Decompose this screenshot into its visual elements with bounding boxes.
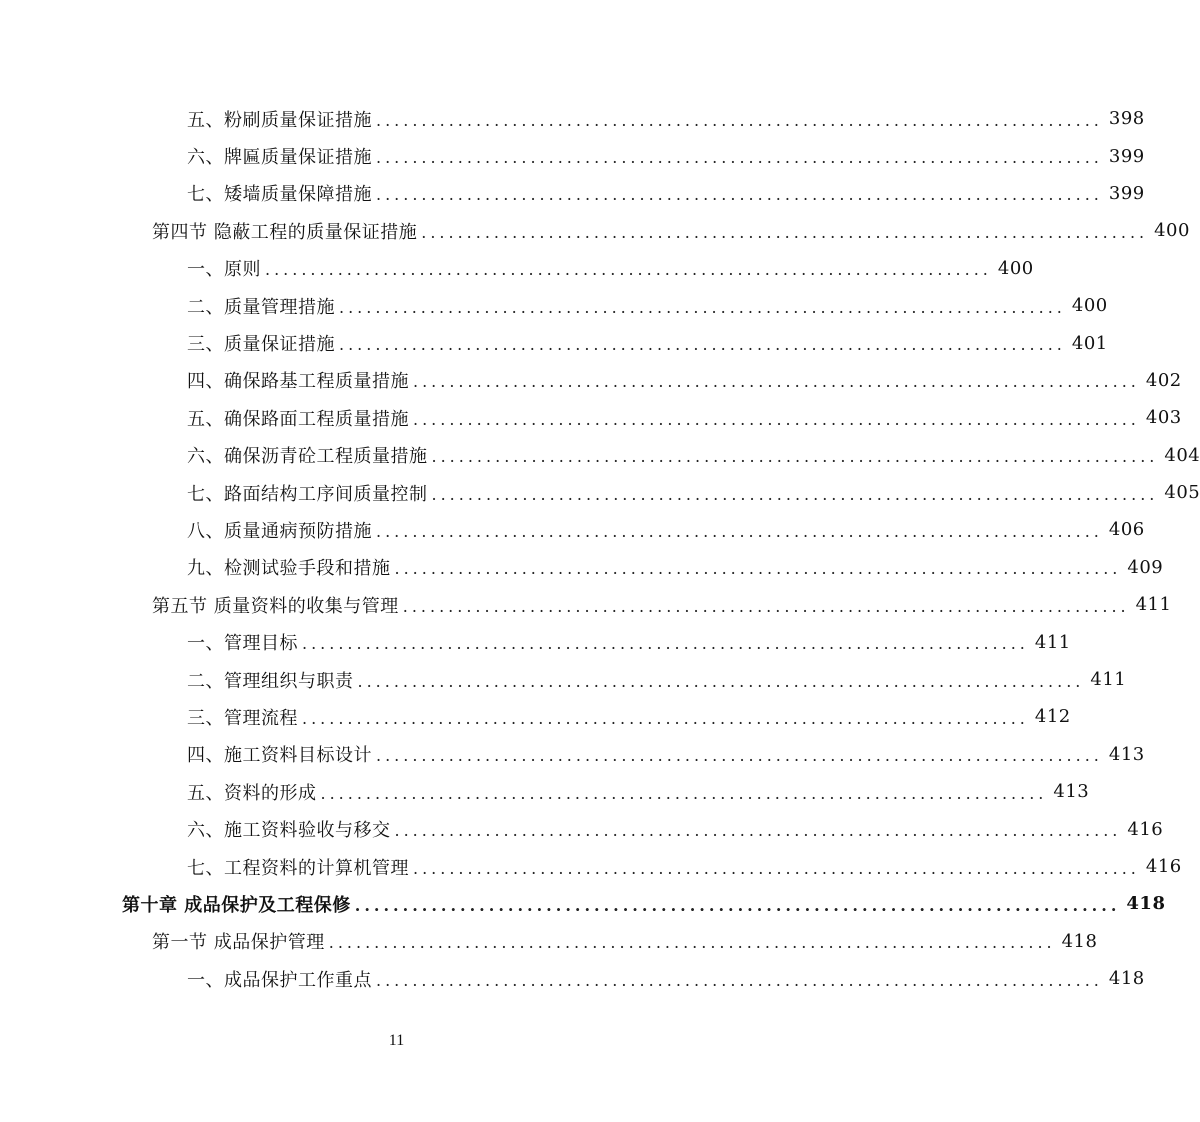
toc-section-entry[interactable] — [0, 212, 1190, 249]
toc-item-entry[interactable] — [0, 287, 1108, 324]
toc-entry-page: 416 — [1145, 856, 1182, 877]
toc-item-entry[interactable] — [0, 474, 1200, 511]
toc-entry-page: 399 — [1108, 182, 1145, 204]
toc-entry-title: 六、牌匾质量保证措施 — [187, 143, 376, 169]
toc-section-entry[interactable] — [0, 586, 1172, 623]
toc-entry-page: 413 — [1108, 743, 1145, 765]
toc-entry-page: 403 — [1145, 407, 1182, 429]
toc-leader-dots: ................................................................................ — [265, 260, 992, 280]
toc-item-entry[interactable] — [0, 137, 1145, 174]
toc-item-entry[interactable] — [0, 623, 1071, 660]
toc-leader-dots: ................................................................................ — [376, 521, 1103, 541]
toc-entry-page: 401 — [1071, 332, 1108, 354]
toc-leader-dots: ................................................................................ — [376, 746, 1103, 766]
toc-entry-title: 七、工程资料的计算机管理 — [187, 854, 413, 880]
toc-entry-title: 六、确保沥青砼工程质量措施 — [187, 442, 432, 468]
toc-entry-title: 三、管理流程 — [187, 704, 302, 730]
toc-item-entry[interactable] — [0, 549, 1164, 586]
toc-entry-title: 第四节 隐蔽工程的质量保证措施 — [152, 218, 421, 244]
toc-entry-title: 八、质量通病预防措施 — [187, 517, 376, 543]
toc-leader-dots: ................................................................................ — [394, 559, 1122, 579]
toc-leader-dots: ................................................................................ — [339, 297, 1066, 317]
toc-entry-page: 400 — [997, 257, 1034, 279]
toc-entry-page: 405 — [1164, 482, 1200, 504]
toc-entry-title: 四、确保路基工程质量措施 — [187, 367, 413, 393]
toc-chapter-entry[interactable] — [0, 885, 1166, 922]
toc-leader-dots: ................................................................................ — [413, 858, 1140, 878]
toc-item-entry[interactable] — [0, 362, 1182, 399]
toc-item-entry[interactable] — [0, 511, 1145, 548]
toc-leader-dots: ................................................................................ — [357, 671, 1085, 691]
toc-item-entry[interactable] — [0, 736, 1145, 773]
toc-entry-title: 五、资料的形成 — [187, 779, 321, 805]
toc-entry-title: 一、原则 — [187, 255, 265, 281]
toc-leader-dots: ................................................................................ — [328, 933, 1056, 953]
toc-item-entry[interactable] — [0, 848, 1182, 885]
toc-leader-dots: ................................................................................ — [354, 895, 1121, 915]
toc-entry-page: 399 — [1108, 145, 1145, 167]
toc-item-entry[interactable] — [0, 324, 1108, 361]
toc-item-entry[interactable] — [0, 960, 1145, 997]
toc-entry-title: 七、矮墙质量保障措施 — [187, 180, 376, 206]
toc-leader-dots: ................................................................................ — [302, 708, 1029, 728]
toc-entry-page: 413 — [1053, 781, 1090, 803]
toc-item-entry[interactable] — [0, 175, 1145, 212]
toc-item-entry[interactable] — [0, 250, 1034, 287]
toc-leader-dots: ................................................................................ — [320, 783, 1048, 803]
toc-leader-dots: ................................................................................ — [402, 596, 1130, 616]
toc-leader-dots: ................................................................................ — [376, 148, 1103, 168]
toc-entry-page: 418 — [1126, 893, 1166, 915]
toc-entry-title: 一、成品保护工作重点 — [187, 966, 376, 992]
table-of-contents — [0, 100, 1200, 997]
toc-entry-page: 418 — [1061, 930, 1098, 952]
toc-item-entry[interactable] — [0, 661, 1127, 698]
toc-entry-title: 三、质量保证措施 — [187, 330, 339, 356]
toc-entry-page: 402 — [1145, 369, 1182, 391]
toc-leader-dots: ................................................................................ — [376, 970, 1103, 990]
toc-leader-dots: ................................................................................ — [431, 484, 1159, 504]
toc-entry-page: 412 — [1034, 706, 1071, 728]
toc-entry-page: 406 — [1108, 519, 1145, 541]
toc-leader-dots: ................................................................................ — [339, 335, 1066, 355]
toc-leader-dots: ................................................................................ — [376, 110, 1103, 130]
toc-entry-title: 七、路面结构工序间质量控制 — [187, 480, 432, 506]
toc-item-entry[interactable] — [0, 100, 1145, 137]
toc-entry-title: 九、检测试验手段和措施 — [187, 554, 395, 580]
toc-leader-dots: ................................................................................ — [413, 372, 1140, 392]
toc-entry-title: 五、粉刷质量保证措施 — [187, 106, 376, 132]
toc-entry-page: 411 — [1034, 631, 1071, 653]
toc-entry-page: 409 — [1127, 556, 1164, 578]
toc-entry-page: 411 — [1135, 594, 1172, 616]
toc-entry-page: 400 — [1154, 220, 1190, 242]
toc-entry-page: 404 — [1164, 444, 1200, 466]
toc-leader-dots: ................................................................................ — [394, 821, 1122, 841]
toc-entry-page: 418 — [1108, 968, 1145, 990]
toc-entry-page: 416 — [1127, 818, 1164, 840]
toc-entry-title: 第一节 成品保护管理 — [152, 928, 329, 954]
toc-entry-title: 六、施工资料验收与移交 — [187, 816, 395, 842]
toc-entry-page: 400 — [1071, 295, 1108, 317]
toc-entry-title: 四、施工资料目标设计 — [187, 741, 376, 767]
toc-leader-dots: ................................................................................ — [413, 409, 1140, 429]
toc-item-entry[interactable] — [0, 399, 1182, 436]
toc-entry-page: 411 — [1090, 669, 1127, 691]
toc-item-entry[interactable] — [0, 810, 1164, 847]
toc-entry-title: 一、管理目标 — [187, 629, 302, 655]
toc-leader-dots: ................................................................................ — [302, 634, 1029, 654]
toc-entry-title: 二、管理组织与职责 — [187, 667, 358, 693]
toc-leader-dots: ................................................................................ — [431, 447, 1159, 467]
toc-leader-dots: ................................................................................ — [421, 222, 1149, 242]
toc-section-entry[interactable] — [0, 923, 1098, 960]
toc-item-entry[interactable] — [0, 437, 1200, 474]
page-number: 11 — [388, 1032, 405, 1049]
toc-entry-title: 二、质量管理措施 — [187, 293, 339, 319]
toc-leader-dots: ................................................................................ — [376, 185, 1103, 205]
toc-entry-title: 第五节 质量资料的收集与管理 — [152, 592, 403, 618]
toc-item-entry[interactable] — [0, 698, 1071, 735]
toc-item-entry[interactable] — [0, 773, 1090, 810]
toc-entry-page: 398 — [1108, 108, 1145, 130]
toc-entry-title: 五、确保路面工程质量措施 — [187, 405, 413, 431]
toc-entry-title: 第十章 成品保护及工程保修 — [122, 891, 355, 917]
